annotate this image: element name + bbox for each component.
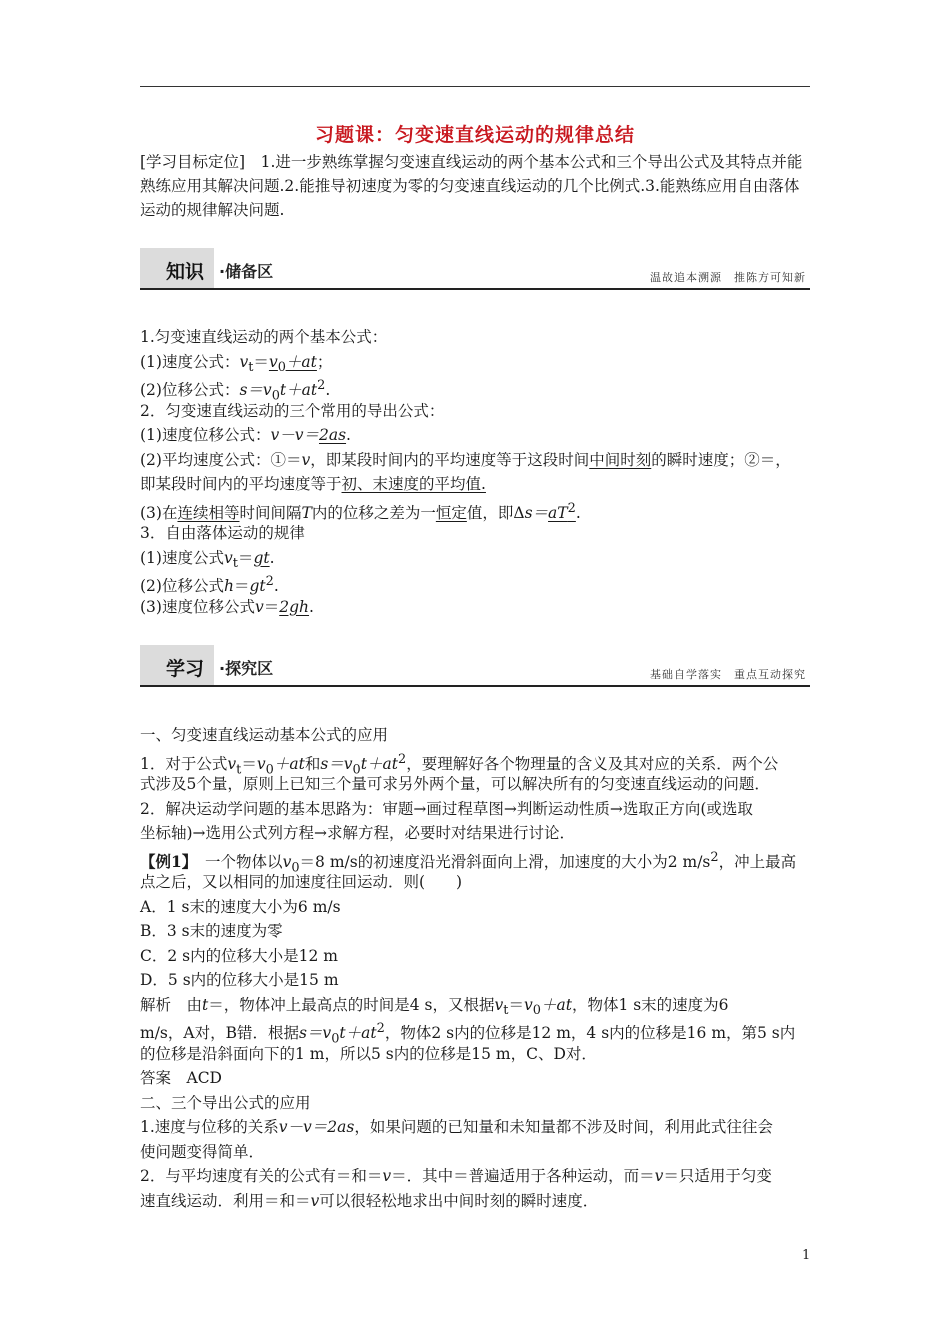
analysis-line: 的位移是沿斜面向下的1 m，所以5 s内的位移是15 m，C、D对． — [140, 1044, 597, 1063]
text-line: 1．对于公式$v_t=v_0+at$和$s=v_0t+at^2$，要理解好各个物理量的含义及其对应的关系．两个公 — [140, 751, 779, 777]
section-heading: 一、匀变速直线运动基本公式的应用 — [140, 726, 389, 744]
text-line: (2)位移公式$h=gt^2$. — [140, 574, 279, 596]
text-line: 式涉及5个量，原则上已知三个量可求另外两个量，可以解决所有的匀变速直线运动的问题． — [140, 775, 770, 793]
banner-subtitle: ·储备区 — [219, 262, 274, 281]
option-d: D．5 s内的位移大小是15 m — [140, 971, 339, 989]
top-rule — [140, 86, 810, 87]
banner-bold-title: 学习 — [166, 658, 205, 680]
banner-slogan: 温故追本溯源 推陈方可知新 — [650, 271, 806, 284]
banner-slogan: 基础自学落实 重点互动探究 — [650, 668, 806, 681]
example-line: 【例1】 一个物体以$v_0=8$ m/s的初速度沿光滑斜面向上滑，加速度的大小为2 $m/s^2$，冲上最高 — [140, 849, 797, 875]
learning-objectives: [学习目标定位] 1.进一步熟练掌握匀变速直线运动的两个基本公式和三个导出公式及其特点并能熟练应用其解决问题.2.能推导初速度为零的匀变速直线运动的几个比例式.3.能熟练应用自由落体运动的规律解决问题. — [140, 153, 803, 219]
text-line: (1)速度公式$v_t=gt$. — [140, 548, 275, 571]
knowledge-block — [140, 325, 812, 619]
text-line: 2．与平均速度有关的公式有＝和＝v＝．其中＝普遍适用于各种运动，而＝v＝只适用于匀变 — [140, 1167, 772, 1185]
text-line: 速直线运动．利用＝和＝v可以很轻松地求出中间时刻的瞬时速度． — [140, 1191, 599, 1210]
text-line: 使问题变得简单． — [140, 1142, 265, 1161]
analysis-line: m/s，A对，B错．根据$s=v_0t+at^2$，物体2 s内的位移是12 m，4 s内的位移是16 m，第5 s内 — [140, 1021, 796, 1047]
section-banner-study — [140, 645, 810, 689]
banner-rule — [140, 685, 810, 687]
option-b: B．3 s末的速度为零 — [140, 922, 283, 940]
answer-line: 答案 ACD — [140, 1069, 222, 1087]
text-line: (1)速度公式：$v_t=v_0+at$； — [140, 352, 333, 375]
study-block — [140, 723, 812, 1213]
banner-bold-title: 知识 — [166, 261, 205, 283]
banner-rule — [140, 288, 810, 290]
section-heading: 二、三个导出公式的应用 — [140, 1093, 311, 1112]
text-line: (2)位移公式：$s=v_0t+at^2$. — [140, 378, 331, 404]
text-line: 即某段时间内的平均速度等于初、末速度的平均值. — [140, 475, 486, 493]
page-number: 1 — [802, 1248, 811, 1263]
text-line: 2．匀变速直线运动的三个常用的导出公式： — [140, 401, 445, 420]
option-a: A．1 s末的速度大小为6 m/s — [140, 897, 341, 916]
page-title: 习题课：匀变速直线运动的规律总结 — [314, 124, 635, 146]
text-line: 点之后，又以相同的加速度往回运动．则( ) — [140, 873, 463, 891]
text-line: (1)速度位移公式：v－v＝2as. — [140, 426, 351, 444]
text-line: 2．解决运动学问题的基本思路为：审题→画过程草图→判断运动性质→选取正方向(或选取 — [140, 799, 753, 818]
example-label: 【例1】 — [140, 851, 190, 871]
text-line: 3．自由落体运动的规律 — [140, 524, 305, 542]
text-line: (2)平均速度公式：①＝v，即某段时间内的平均速度等于这段时间中间时刻的瞬时速度；②＝， — [140, 450, 791, 469]
text-line: 1.匀变速直线运动的两个基本公式： — [140, 328, 388, 346]
text-line: 坐标轴)→选用公式列方程→求解方程，必要时对结果进行讨论． — [140, 824, 576, 842]
text-line: (3)速度位移公式v＝2gh. — [140, 597, 314, 616]
analysis-line: 解析 由t＝，物体冲上最高点的时间是4 s，又根据$v_t=v_0+at$，物体1 s末的速度为6 — [140, 995, 729, 1018]
text-line: 1.速度与位移的关系v－v＝2as，如果问题的已知量和未知量都不涉及时间，利用此式往往会 — [140, 1118, 773, 1136]
banner-subtitle: ·探究区 — [219, 659, 274, 678]
option-c: C．2 s内的位移大小是12 m — [140, 946, 338, 965]
section-banner-knowledge — [140, 248, 810, 292]
text-line: (3)在连续相等时间间隔T内的位移之差为一恒定值，即$\Delta s=aT^2$. — [140, 500, 581, 522]
